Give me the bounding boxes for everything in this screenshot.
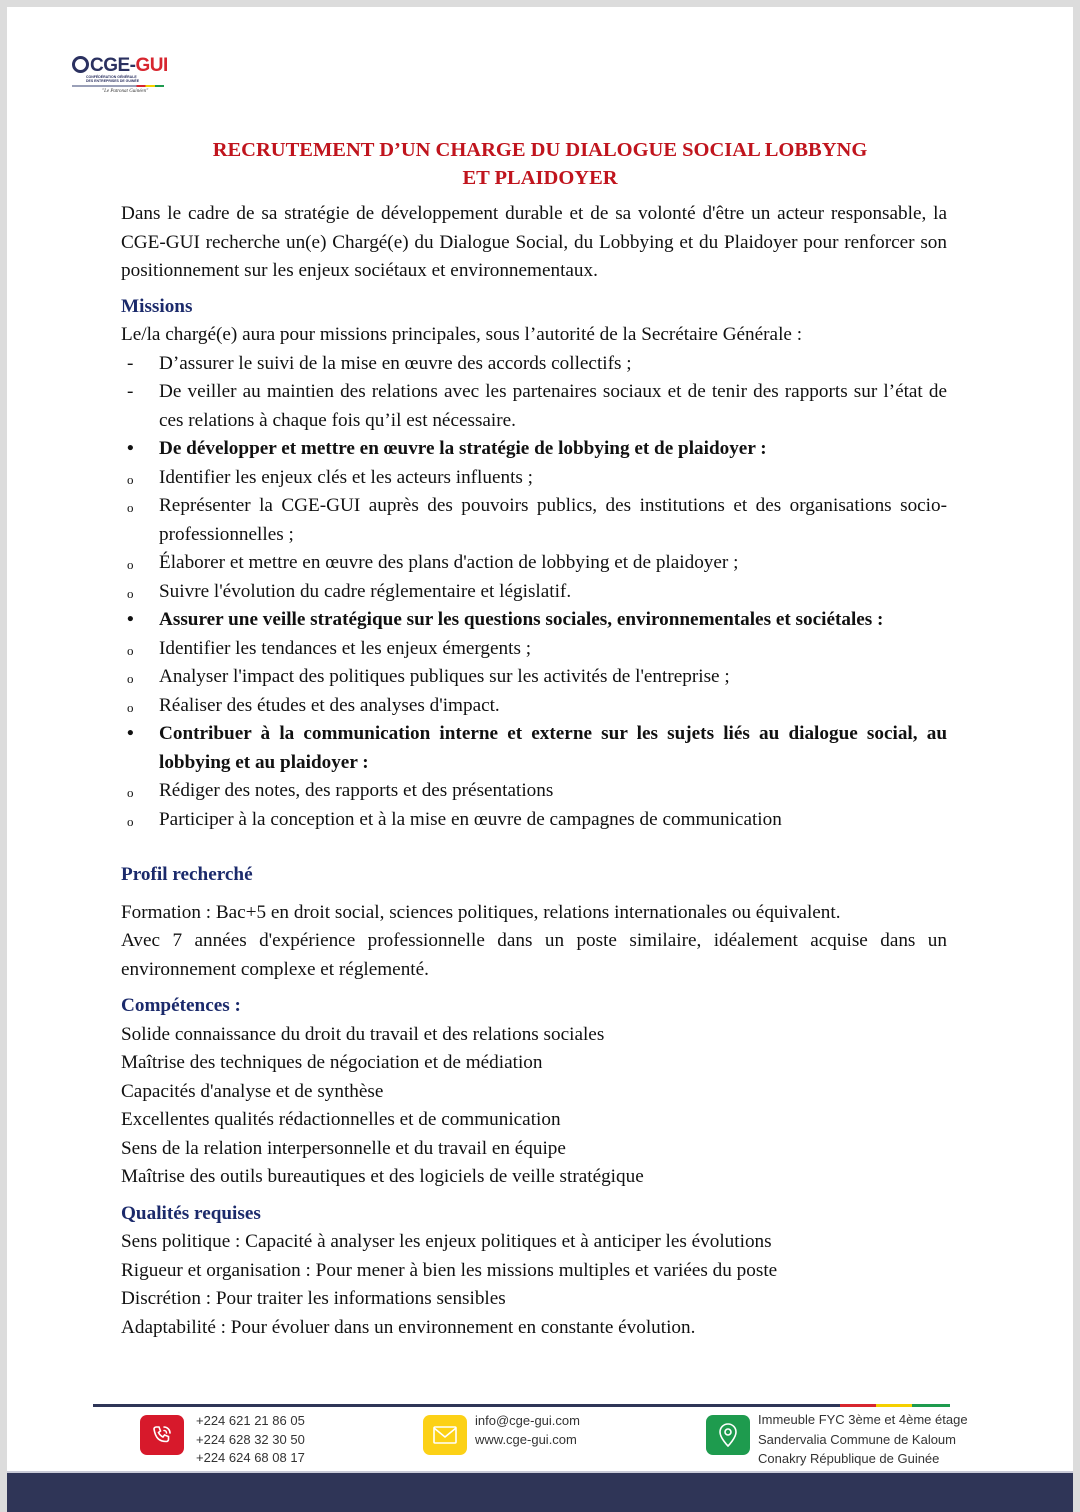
competences-heading: Compétences :: [121, 995, 241, 1016]
mission-text: Identifier les enjeux clés et les acteurs influents ;: [159, 466, 534, 488]
dash-bullet-icon: -: [127, 381, 134, 402]
mission-item: [121, 578, 947, 607]
competences-list: [121, 1021, 947, 1192]
mission-item: [121, 806, 947, 835]
document-body: [121, 200, 947, 1342]
bullet-icon: •: [127, 438, 134, 459]
mission-item: [121, 692, 947, 721]
circle-bullet-icon: o: [127, 557, 134, 572]
missions-list: [121, 350, 947, 835]
mission-text: Identifier les tendances et les enjeux émergents ;: [159, 637, 532, 659]
circle-bullet-icon: o: [127, 813, 134, 829]
circle-bullet-icon: o: [127, 471, 134, 487]
circle-bullet-icon: o: [127, 699, 134, 715]
qualites-heading: Qualités requises: [121, 1202, 261, 1224]
list-item: Solide connaissance du droit du travail et des relations sociales: [121, 1023, 605, 1045]
cge-gui-logo: [72, 55, 172, 105]
mission-item: [121, 492, 947, 549]
website-link[interactable]: www.cge-gui.com: [475, 1431, 577, 1447]
footer-contact: [475, 1412, 580, 1449]
footer-divider: [93, 1404, 948, 1407]
list-item: Discrétion : Pour traiter les informations sensibles: [121, 1288, 506, 1309]
mission-item: [121, 549, 947, 578]
mission-item: [121, 777, 947, 806]
logo-brand-prefix: CGE-: [90, 55, 136, 76]
email-icon: [423, 1415, 467, 1455]
circle-bullet-icon: o: [127, 585, 134, 601]
mission-text: De développer et mettre en œuvre la stratégie de lobbying et de plaidoyer :: [159, 438, 767, 459]
gear-icon: [72, 56, 89, 73]
missions-lead: Le/la chargé(e) aura pour missions principales, sous l’autorité de la Secrétaire Générale :: [121, 324, 803, 345]
mission-text: De veiller au maintien des relations avec les partenaires sociaux et de tenir des rapports sur l’état de ces relations à chaque fois qu’il est nécessaire.: [159, 381, 947, 431]
address-line: Immeuble FYC 3ème et 4ème étage: [758, 1412, 968, 1427]
profil-formation: Formation : Bac+5 en droit social, sciences politiques, relations internationales ou équivalent.: [121, 901, 841, 923]
flag-stripe-red: [840, 1404, 876, 1407]
list-item: Sens politique : Capacité à analyser les enjeux politiques et à anticiper les évolutions: [121, 1231, 772, 1252]
address-line: Conakry République de Guinée: [758, 1451, 940, 1466]
circle-bullet-icon: o: [127, 642, 134, 658]
list-item: Maîtrise des outils bureautiques et des logiciels de veille stratégique: [121, 1166, 644, 1187]
page-title: RECRUTEMENT D’UN CHARGE DU DIALOGUE SOCIAL LOBBYNG ET PLAIDOYER: [212, 139, 868, 189]
list-item: Capacités d'analyse et de synthèse: [121, 1080, 384, 1102]
list-item: Maîtrise des techniques de négociation et de médiation: [121, 1052, 543, 1073]
logo-tagline: "Le Patronat Guinéen": [102, 89, 149, 94]
footer-band: [7, 1473, 1073, 1512]
mission-item: [121, 350, 947, 379]
mission-item: [121, 663, 947, 692]
location-pin-icon: [706, 1415, 750, 1455]
intro-paragraph: Dans le cadre de sa stratégie de développement durable et de sa volonté d'être un acteur responsable, la CGE-GUI recherche un(e) Chargé(e) du Dialogue Social, du Lobbying et du Plaidoyer pour renforcer son positionnement sur les enjeux sociétaux et environnementaux.: [121, 203, 947, 281]
address-line: Sandervalia Commune de Kaloum: [758, 1431, 956, 1447]
footer-address: [758, 1410, 968, 1469]
logo-subtitle: CONFÉDÉRATION GÉNÉRALE DES ENTREPRISES DE GUINÉE: [86, 75, 140, 83]
bullet-icon: •: [127, 609, 134, 630]
phone-number[interactable]: +224 624 68 08 17: [196, 1450, 305, 1465]
mission-item: [121, 464, 947, 493]
list-item: Adaptabilité : Pour évoluer dans un environnement en constante évolution.: [121, 1316, 696, 1338]
mission-text: Contribuer à la communication interne et externe sur les sujets liés au dialogue social, au lobbying et au plaidoyer :: [159, 723, 947, 773]
logo-rule: [72, 85, 164, 87]
mission-text: Participer à la conception et à la mise en œuvre de campagnes de communication: [159, 808, 782, 830]
mission-text: Analyser l'impact des politiques publiques sur les activités de l'entreprise ;: [159, 666, 730, 687]
list-item: Excellentes qualités rédactionnelles et de communication: [121, 1109, 561, 1130]
mission-item: [121, 635, 947, 664]
circle-bullet-icon: o: [127, 785, 134, 800]
phone-number[interactable]: +224 628 32 30 50: [196, 1431, 305, 1447]
mission-text: D’assurer le suivi de la mise en œuvre des accords collectifs ;: [159, 352, 632, 374]
mission-text: Représenter la CGE-GUI auprès des pouvoirs publics, des institutions et des organisations socio-professionnelles ;: [159, 495, 947, 545]
email-link[interactable]: info@cge-gui.com: [475, 1413, 580, 1428]
list-item: Rigueur et organisation : Pour mener à bien les missions multiples et variées du poste: [121, 1259, 778, 1281]
mission-item: [121, 378, 947, 435]
list-item: Sens de la relation interpersonnelle et du travail en équipe: [121, 1137, 566, 1159]
flag-stripe-yellow: [876, 1404, 912, 1407]
mission-text: Assurer une veille stratégique sur les questions sociales, environnementales et sociétales :: [159, 609, 884, 630]
phone-number[interactable]: +224 621 21 86 05: [196, 1413, 305, 1428]
mission-group-item: [121, 720, 947, 777]
mission-text: Réaliser des études et des analyses d'impact.: [159, 694, 500, 716]
dash-bullet-icon: -: [127, 352, 134, 374]
mission-text: Suivre l'évolution du cadre réglementaire et législatif.: [159, 580, 572, 602]
circle-bullet-icon: o: [127, 671, 134, 686]
footer-phones: [196, 1412, 305, 1468]
flag-stripe-green: [912, 1404, 950, 1407]
mission-group-item: [121, 435, 947, 464]
profil-experience: Avec 7 années d'expérience professionnelle dans un poste similaire, idéalement acquise dans un environnement complexe et réglementé.: [121, 930, 947, 980]
bullet-icon: •: [127, 723, 134, 744]
logo-brand-suffix: GUI: [135, 55, 168, 76]
mission-group-item: [121, 606, 947, 635]
circle-bullet-icon: o: [127, 500, 134, 515]
qualites-list: [121, 1228, 947, 1342]
phone-icon: [140, 1415, 184, 1455]
missions-heading: Missions: [121, 295, 193, 317]
profil-heading: Profil recherché: [121, 864, 253, 885]
mission-text: Rédiger des notes, des rapports et des présentations: [159, 780, 554, 801]
mission-text: Élaborer et mettre en œuvre des plans d'action de lobbying et de plaidoyer ;: [159, 552, 739, 573]
